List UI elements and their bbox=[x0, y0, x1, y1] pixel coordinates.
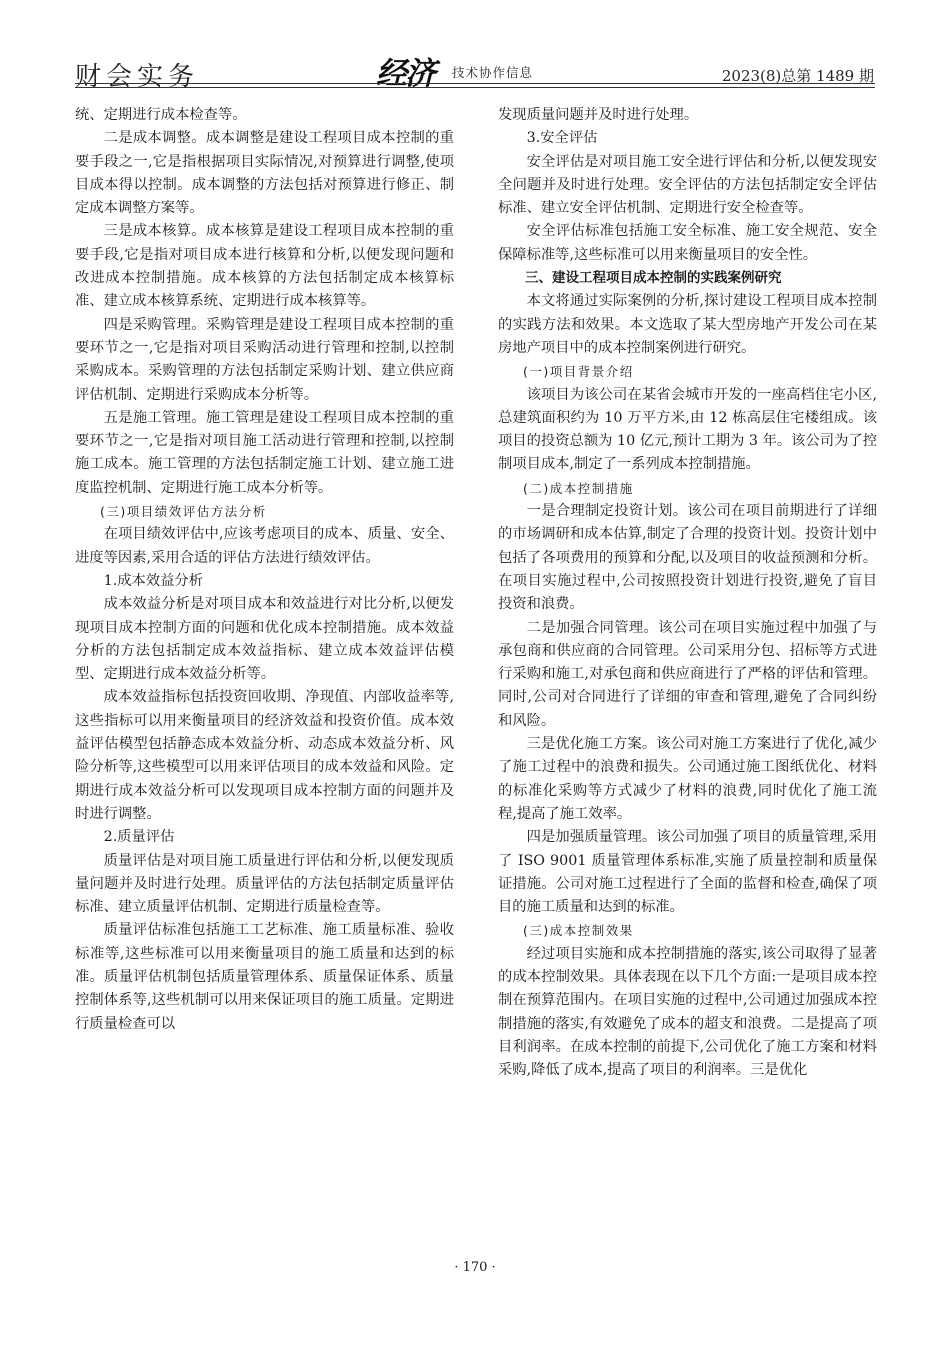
journal-subtitle: 技术协作信息 bbox=[452, 65, 534, 80]
paragraph: 二是加强合同管理。该公司在项目实施过程中加强了与承包商和供应商的合同管理。公司采用分包、招标等方式进行采购和施工,对承包商和供应商进行了严格的评估和管理。同时,公司对合同进行了详细的审查和管理,避免了合同纠纷和风险。 bbox=[498, 619, 877, 729]
page-number: · 170 · bbox=[454, 1260, 496, 1275]
paragraph: 本文将通过实际案例的分析,探讨建设工程项目成本控制的实践方法和效果。本文选取了某大型房地产开发公司在某房地产项目中的成本控制案例进行研究。 bbox=[498, 293, 877, 356]
paragraph: 三是优化施工方案。该公司对施工方案进行了优化,减少了施工过程中的浪费和损失。公司通过施工图纸优化、材料的标准化采购等方式减少了材料的浪费,同时优化了施工流程,提高了施工效率。 bbox=[498, 736, 877, 822]
section-heading: (二)成本控制措施 bbox=[523, 480, 634, 496]
section-heading: (一)项目背景介绍 bbox=[523, 364, 634, 380]
paragraph: 安全评估标准包括施工安全标准、施工安全规范、安全保障标准等,这些标准可以用来衡量项目的安全性。 bbox=[498, 223, 877, 263]
header-rule-top bbox=[75, 83, 875, 84]
left-column bbox=[75, 104, 454, 1036]
paragraph: 统、定期进行成本检查等。 bbox=[75, 107, 247, 123]
paragraph: 质量评估标准包括施工工艺标准、施工质量标准、验收标准等,这些标准可以用来衡量项目的施工质量和达到的标准。质量评估机制包括质量管理体系、质量保证体系、质量控制体系等,这些机制可以用来保证项目的施工质量。定期进行质量检查可以 bbox=[75, 922, 454, 1032]
issue-info: 2023(8)总第 1489 期 bbox=[721, 67, 874, 85]
paragraph: 质量评估是对项目施工质量进行评估和分析,以便发现质量问题并及时进行处理。质量评估的方法包括制定质量评估标准、建立质量评估机制、定期进行质量检查等。 bbox=[75, 852, 454, 916]
paragraph: 安全评估是对项目施工安全进行评估和分析,以便发现安全问题并及时进行处理。安全评估的方法包括制定安全评估标准、建立安全评估机制、定期进行安全检查等。 bbox=[498, 153, 877, 217]
paragraph: 经过项目实施和成本控制措施的落实,该公司取得了显著的成本控制效果。具体表现在以下几个方面:一是项目成本控制在预算范围内。在项目实施的过程中,公司通过加强成本控制措施的落实,有效避免了成本的超支和浪费。二是提高了项目利润率。在成本控制的前提下,公司优化了施工方案和材料采购,降低了成本,提高了项目的利润率。三是优化 bbox=[498, 945, 877, 1079]
paragraph: 1.成本效益分析 bbox=[103, 572, 204, 589]
page-header bbox=[0, 0, 950, 96]
section-heading: 三、建设工程项目成本控制的实践案例研究 bbox=[525, 270, 782, 287]
paragraph: 四是加强质量管理。该公司加强了项目的质量管理,采用了 ISO 9001 质量管理体系标准,实施了质量控制和质量保证措施。公司对施工过程进行了全面的监督和检查,确保了项目的施工质量和达到的标准。 bbox=[498, 829, 877, 916]
paragraph: 成本效益指标包括投资回收期、净现值、内部收益率等,这些指标可以用来衡量项目的经济效益和投资价值。成本效益评估模型包括静态成本效益分析、动态成本效益分析、风险分析等,这些模型可以用来评估项目的成本效益和风险。定期进行成本效益分析可以发现项目成本控制方面的问题并及时进行调整。 bbox=[75, 689, 454, 822]
paragraph: 发现质量问题并及时进行处理。 bbox=[498, 107, 699, 123]
paragraph: 该项目为该公司在某省会城市开发的一座高档住宅小区,总建筑面积约为 10 万平方米,由 12 栋高层住宅楼组成。该项目的投资总额为 10 亿元,预计工期为 3 年。该公司为了控制项目成本,制定了一系列成本控制措施。 bbox=[498, 386, 877, 473]
paragraph: 三是成本核算。成本核算是建设工程项目成本控制的重要手段,它是指对项目成本进行核算和分析,以便发现问题和改进成本控制措施。成本核算的方法包括制定成本核算标准、建立成本核算系统、定期进行成本核算等。 bbox=[75, 223, 454, 310]
paragraph: 五是施工管理。施工管理是建设工程项目成本控制的重要环节之一,它是指对项目施工活动进行管理和控制,以控制施工成本。施工管理的方法包括制定施工计划、建立施工进度监控机制、定期进行施工成本分析等。 bbox=[75, 409, 454, 496]
paragraph: 一是合理制定投资计划。该公司在项目前期进行了详细的市场调研和成本估算,制定了合理的投资计划。投资计划中包括了各项费用的预算和分配,以及项目的收益预测和分析。在项目实施过程中,公司按照投资计划进行投资,避免了盲目投资和浪费。 bbox=[498, 503, 877, 613]
paragraph: 3.安全评估 bbox=[526, 130, 598, 147]
paragraph: 2.质量评估 bbox=[103, 829, 175, 846]
paragraph: 在项目绩效评估中,应该考虑项目的成本、质量、安全、进度等因素,采用合适的评估方法进行绩效评估。 bbox=[75, 526, 454, 566]
right-column bbox=[498, 104, 877, 1082]
paragraph: 二是成本调整。成本调整是建设工程项目成本控制的重要手段之一,它是指根据项目实际情况,对预算进行调整,使项目成本得以控制。成本调整的方法包括对预算进行修正、制定成本调整方案等。 bbox=[75, 130, 454, 217]
paragraph: 四是采购管理。采购管理是建设工程项目成本控制的重要环节之一,它是指对项目采购活动进行管理和控制,以控制采购成本。采购管理的方法包括制定采购计划、建立供应商评估机制、定期进行采购成本分析等。 bbox=[75, 316, 454, 403]
section-title: 财会实务 bbox=[75, 62, 200, 92]
paragraph: 成本效益分析是对项目成本和效益进行对比分析,以便发现项目成本控制方面的问题和优化成本控制措施。成本效益分析的方法包括制定成本效益指标、建立成本效益评估模型、定期进行成本效益分析等。 bbox=[75, 596, 454, 683]
section-heading: (三)成本控制效果 bbox=[523, 923, 634, 939]
journal-logo: 经济 bbox=[376, 56, 434, 92]
header-rule-bottom bbox=[75, 87, 875, 88]
section-heading: (三)项目绩效评估方法分析 bbox=[100, 504, 267, 520]
